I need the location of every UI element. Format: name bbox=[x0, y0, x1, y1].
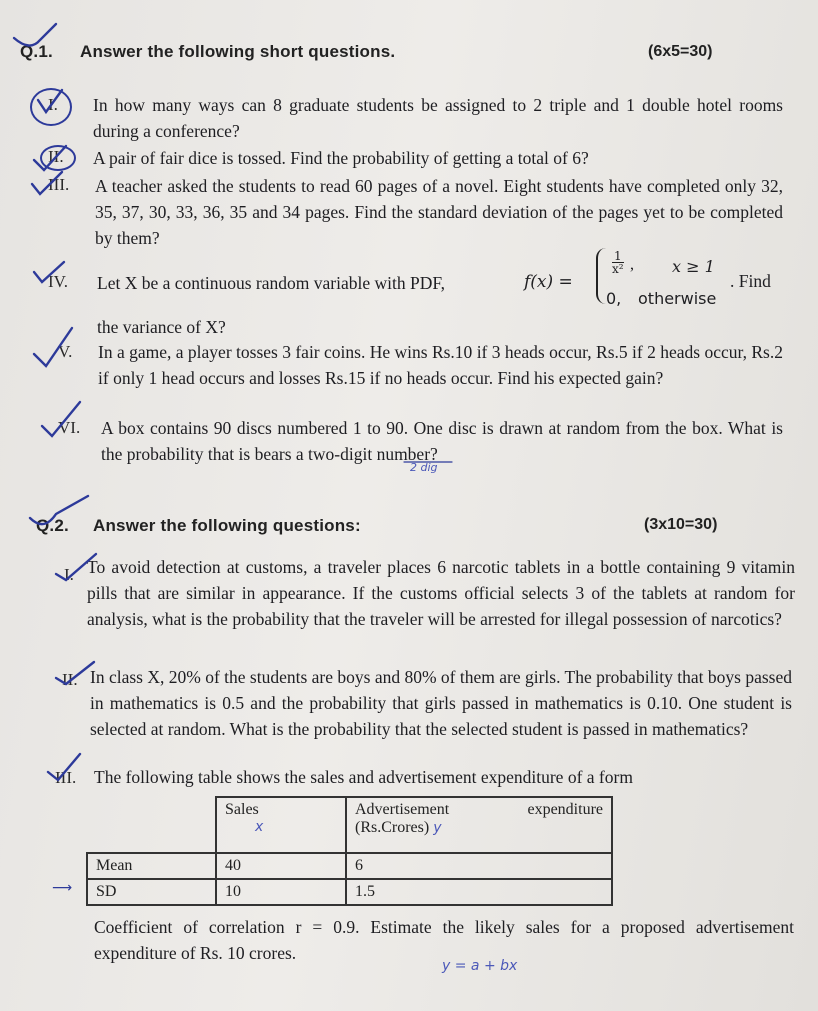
check-mark-icon bbox=[42, 402, 80, 436]
exam-page: Q.1. Answer the following short questions. (6x5=30) I. In how many ways can 8 graduate students be assigned to 2 triple and 1 double hotel rooms during a conference? II. A pair of fair dice is tossed. Find the probability of getting a total of 6? III. A teacher asked the students to read 60 pages of a novel. Eight students have completed only 32, 35, 37, 30, 33, 36, 35 and 34 pages. Find the standard deviation of the pages yet to be completed by them? IV. Let X be a continuous random variable with PDF, f(x) = $\frac{1}{\text{x²}}$ , x ≥ 1 0, otherwise . Find the variance of X? V. In a game, a player tosses 3 fair coins. He wins Rs.10 if 3 heads occur, Rs.5 if 2 heads occur, Rs.2 if only 1 head occurs and losses Rs.15 if no heads occur. Find his expected gain? VI. A box contains 90 discs numbered 1 to 90. One disc is drawn at random from the box. What is the probability that is bears a two-digit number? 2 dig Q.2. Answer the following questions: (3x10=30) I. To avoid detection at customs, a traveler places 6 narcotic tablets in a bottle containing 9 vitamin pills that are similar in appearance. If the customs official selects 3 of the tablets at random for analysis, what is the probability that the traveler will be arrested for illegal possession of narcotics? II. In class X, 20% of the students are boys and 80% of them are girls. The probability that boys passed in mathematics is 0.5 and the probability that girls passed in mathematics is 0.10. One student is selected at random. What is the probability that the selected student is passed in mathematics? III. The following table shows the sales and advertisement expenditure of a form Sales x Advertisement expenditure (Rs.Crores) y Mean 40 6 SD 10 1.5 ⟶ Coefficient of correlation r = 0.9. Estimate the likely sales for a proposed advertisement expenditure of Rs. 10 crores. y = a + bx bbox=[0, 0, 818, 1011]
pdf-fraction-denominator: x² bbox=[612, 262, 624, 276]
pdf-function-label: f(x) = bbox=[524, 272, 573, 292]
arrow-mark-icon: ⟶ bbox=[52, 880, 73, 896]
handwritten-note: y bbox=[433, 820, 442, 836]
q1-number: Q.1. bbox=[20, 42, 53, 61]
q2-heading: Answer the following questions: bbox=[93, 516, 361, 535]
handwritten-note: 2 dig bbox=[410, 461, 438, 474]
sales-header-label: Sales bbox=[225, 801, 259, 818]
q1-item-number: V. bbox=[58, 342, 73, 361]
q2-item-text: To avoid detection at customs, a traveler places 6 narcotic tablets in a bottle containing 9 vitamin pills that are similar in appearance. If the customs official selects 3 of the tablets at random for analysis, what is the probability that the traveler will be arrested for illegal possession of narcotics? bbox=[87, 557, 795, 629]
q1-marks: (6x5=30) bbox=[648, 43, 713, 60]
q1-item-number: III. bbox=[48, 175, 70, 194]
q2-item-number: II. bbox=[62, 670, 78, 689]
q1-item-text-continued: the variance of X? bbox=[97, 317, 226, 337]
check-mark-icon bbox=[38, 90, 62, 112]
table-cell-sales: 40 bbox=[216, 853, 346, 879]
q2-number: Q.2. bbox=[36, 516, 69, 535]
q1-heading: Answer the following short questions. bbox=[80, 42, 396, 61]
q2-marks: (3x10=30) bbox=[644, 516, 718, 533]
q2-item-number: I. bbox=[64, 565, 74, 584]
adv-header-label-2: expenditure bbox=[527, 801, 603, 818]
pdf-case2-condition: otherwise bbox=[638, 289, 717, 308]
q2-item-number: III. bbox=[55, 768, 77, 787]
check-mark-icon bbox=[34, 262, 64, 282]
table-cell-advertisement: 6 bbox=[346, 853, 612, 879]
q1-item-text: Let X be a continuous random variable with PDF, bbox=[97, 273, 446, 293]
handwritten-note: x bbox=[255, 819, 264, 835]
adv-header-label: Advertisement bbox=[355, 801, 450, 818]
q2-table-footer: Coefficient of correlation r = 0.9. Estimate the likely sales for a proposed advertisement expenditure of Rs. 10 crores. bbox=[94, 917, 794, 963]
pdf-case2-value: 0, bbox=[606, 289, 622, 308]
check-mark-icon bbox=[48, 754, 80, 780]
q1-item-text-end: . Find bbox=[730, 271, 771, 291]
q1-item-text: A teacher asked the students to read 60 pages of a novel. Eight students have completed only 32, 35, 37, 30, 33, 36, 35 and 34 pages. Find the standard deviation of the pages yet to be completed by them? bbox=[95, 176, 783, 248]
check-mark-icon bbox=[30, 496, 88, 524]
table-row-label: SD bbox=[87, 879, 216, 905]
check-mark-icon bbox=[32, 172, 62, 194]
check-mark-icon bbox=[56, 662, 94, 684]
table-cell-sales: 10 bbox=[216, 879, 346, 905]
handwritten-note: y = a + bx bbox=[442, 958, 518, 974]
q1-item-number: VI. bbox=[58, 418, 81, 437]
check-mark-icon bbox=[56, 554, 96, 580]
pdf-case1-condition: x ≥ 1 bbox=[672, 257, 715, 276]
q1-item-number: II. bbox=[48, 147, 64, 166]
check-mark-icon bbox=[34, 328, 72, 366]
q1-item-text: In a game, a player tosses 3 fair coins. He wins Rs.10 if 3 heads occur, Rs.5 if 2 heads occur, Rs.2 if only 1 head occurs and losses Rs.15 if no heads occur. Find his expected gain? bbox=[98, 342, 783, 388]
q1-item-number: IV. bbox=[48, 272, 68, 291]
q1-item-text: A pair of fair dice is tossed. Find the probability of getting a total of 6? bbox=[93, 148, 589, 168]
q1-item-number: I. bbox=[48, 95, 58, 114]
table-row-label: Mean bbox=[87, 853, 216, 879]
pdf-fraction-numerator: 1 bbox=[613, 249, 622, 263]
adv-header-unit: (Rs.Crores) bbox=[355, 819, 430, 836]
q1-item-text: In how many ways can 8 graduate students be assigned to 2 triple and 1 double hotel rooms during a conference? bbox=[93, 95, 783, 141]
q1-item-text: A box contains 90 discs numbered 1 to 90. One disc is drawn at random from the box. What is the probability that is bears a two-digit number? bbox=[101, 418, 783, 464]
check-mark-icon bbox=[34, 146, 66, 170]
q2-item-text: The following table shows the sales and advertisement expenditure of a form bbox=[94, 767, 633, 787]
check-mark-icon bbox=[14, 24, 56, 46]
q2-item-text: In class X, 20% of the students are boys and 80% of them are girls. The probability that boys passed in mathematics is 0.5 and the probability that girls passed in mathematics is 0.10. One student is selected at random. What is the probability that the selected student is passed in mathematics? bbox=[90, 667, 792, 739]
table-cell-advertisement: 1.5 bbox=[346, 879, 612, 905]
